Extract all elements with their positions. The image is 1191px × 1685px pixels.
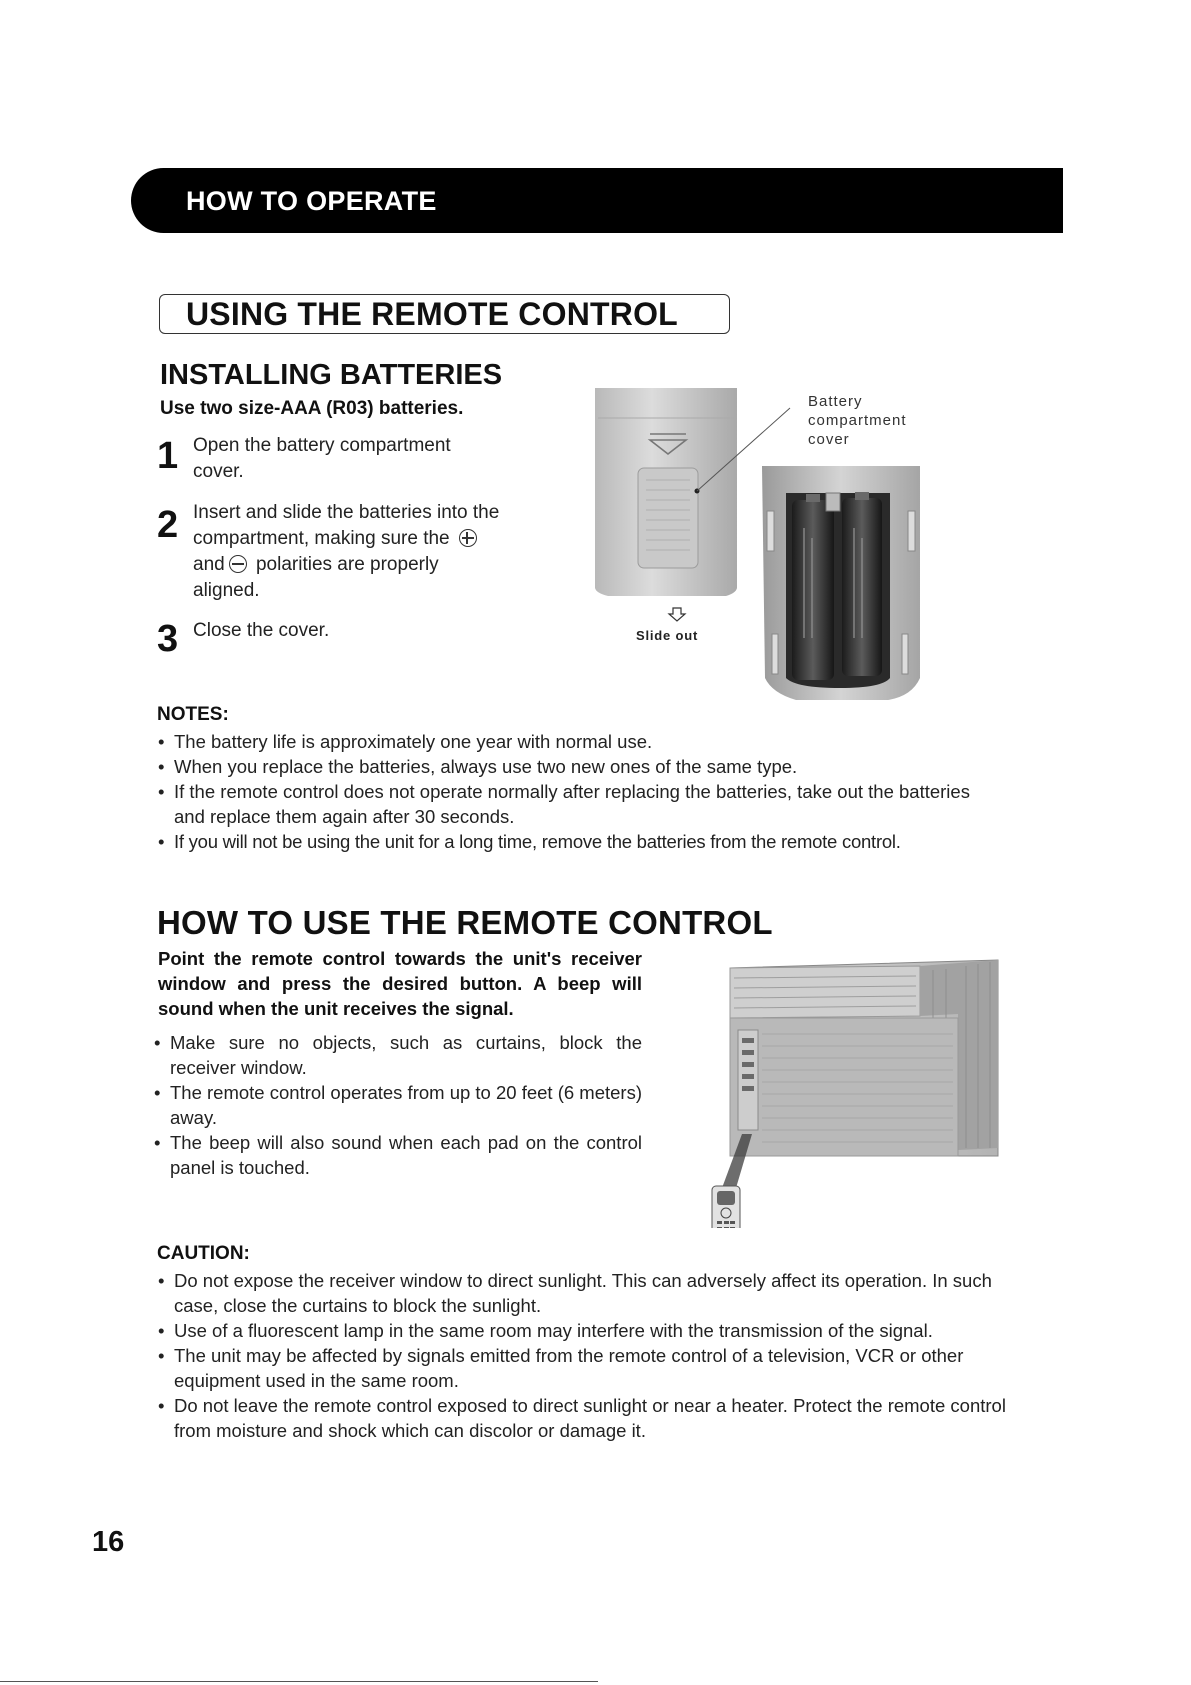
list-item: • Make sure no objects, such as curtains, block the receiver window. [154,1030,642,1080]
step-text: Open the battery compartment cover. [193,435,451,482]
notes-title: NOTES: [157,704,229,725]
howto-title: HOW TO USE THE REMOTE CONTROL [157,904,773,941]
notes-list [158,729,1008,854]
step-number: 2 [157,504,179,546]
installing-title: INSTALLING BATTERIES [160,359,503,391]
step2-text-post: polarities are properly aligned. [193,554,439,601]
list-item: • If the remote control does not operate normally after replacing the batteries, take out the batteries and replace them again after 30 seconds. [158,779,994,829]
list-item: • If you will not be using the unit for a long time, remove the batteries from the remote control. [158,829,1008,854]
list-item: • The unit may be affected by signals emitted from the remote control of a television, VCR or other equipment used in the same room. [158,1343,1035,1393]
plus-polarity-icon [459,529,477,547]
section-title-box [159,294,730,334]
callout-label [808,392,907,449]
step-number: 3 [157,618,179,660]
slide-out-label: Slide out [636,628,699,643]
page-number: 16 [92,1526,125,1558]
minus-polarity-icon [229,555,247,573]
list-item: • The battery life is approximately one year with normal use. [158,729,1008,754]
list-item: • Do not expose the receiver window to direct sunlight. This can adversely affect its operation. In such case, close the curtains to block the sunlight. [158,1268,1035,1318]
list-item: • Use of a fluorescent lamp in the same room may interfere with the transmission of the signal. [158,1318,1035,1343]
step2-text-and: and [193,554,225,575]
step2-text-pre: Insert and slide the batteries into the compartment, making sure the [193,502,500,549]
bottom-divider [0,1681,598,1682]
howto-list [154,1030,642,1180]
callout-line: Battery [808,393,863,410]
air-conditioner-figure [708,958,1008,1228]
step-number: 1 [157,435,179,477]
list-item: • When you replace the batteries, always use two new ones of the same type. [158,754,1008,779]
installing-subtitle: Use two size-AAA (R03) batteries. [160,398,464,419]
list-item: • The beep will also sound when each pad on the control panel is touched. [154,1130,642,1180]
callout-line: cover [808,431,850,448]
header-title: HOW TO OPERATE [186,186,437,216]
step-text [193,500,508,604]
howto-intro: Point the remote control towards the unit's receiver window and press the desired button. A beep will sound when the unit receives the signal. [158,948,642,1019]
list-item: • The remote control operates from up to 20 feet (6 meters) away. [154,1080,642,1130]
list-item: • Do not leave the remote control exposed to direct sunlight or near a heater. Protect the remote control from moisture and shock which can discolor or damage it. [158,1393,1035,1443]
callout-line: compartment [808,412,907,429]
section-title: USING THE REMOTE CONTROL [186,296,678,332]
caution-title: CAUTION: [157,1243,250,1264]
step-text: Close the cover. [193,620,330,641]
caution-list [158,1268,1035,1443]
